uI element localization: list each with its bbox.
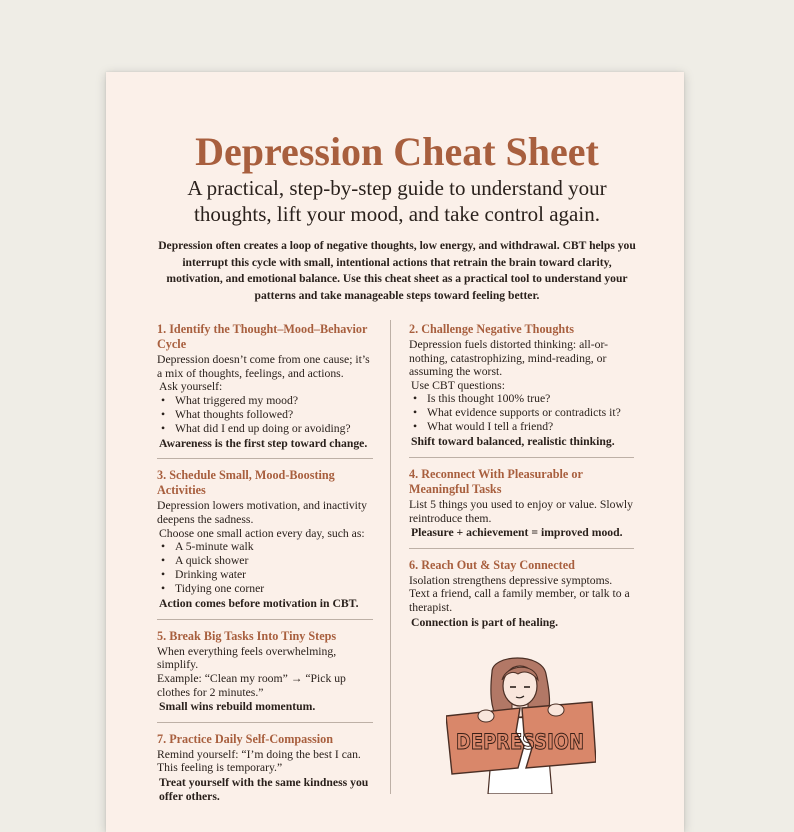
section-4 (409, 467, 634, 540)
column-divider (390, 320, 391, 794)
section-takeaway: Small wins rebuild momentum. (159, 700, 316, 714)
list-item: • What would I tell a friend? (427, 420, 634, 434)
section-takeaway: Treat yourself with the same kindness you offer others. (159, 775, 369, 803)
section-divider (157, 458, 373, 459)
section-title: 1. Identify the Thought–Mood–Behavior Cycle (157, 322, 368, 351)
section-title: 7. Practice Daily Self-Compassion (157, 731, 334, 746)
list-item: • Drinking water (175, 568, 373, 582)
section-body: Remind yourself: “I’m doing the best I can. This feeling is temporary.” (157, 747, 361, 775)
section-divider (157, 619, 373, 620)
section-divider (409, 548, 634, 549)
section-body: List 5 things you used to enjoy or value. Slowly reintroduce them. (409, 497, 633, 525)
section-title: 3. Schedule Small, Mood-Boosting Activities (157, 468, 335, 498)
section-prompt: Choose one small action every day, such as: (159, 526, 365, 540)
section-title: 4. Reconnect With Pleasurable or Meaningful Tasks (409, 466, 583, 496)
list-item: • A quick shower (175, 554, 373, 568)
section-divider (409, 457, 634, 458)
section-1 (157, 322, 373, 450)
section-takeaway: Pleasure + achievement = improved mood. (411, 526, 623, 540)
section-body: Depression lowers motivation, and inactivity deepens the sadness. (157, 499, 368, 526)
section-takeaway: Connection is part of healing. (411, 615, 559, 629)
section-divider (157, 722, 373, 723)
woman-breaking-sign-illustration (446, 650, 596, 799)
section-2 (409, 322, 634, 449)
section-body: Depression doesn’t come from one cause; it’s a mix of thoughts, feelings, and actions. (157, 353, 370, 380)
section-body: Isolation strengthens depressive symptoms. Text a friend, call a family member, or talk to a therapist. (409, 573, 630, 614)
section-body: Depression fuels distorted thinking: all-or-nothing, catastrophizing, mind-reading, or assuming the worst. (409, 338, 609, 379)
list-item: • What triggered my mood? (175, 394, 373, 408)
list-item: • What did I end up doing or avoiding? (175, 422, 373, 436)
list-item: • A 5-minute walk (175, 540, 373, 554)
section-6 (409, 558, 634, 629)
section-takeaway: Shift toward balanced, realistic thinking. (411, 435, 615, 449)
section-7 (157, 732, 373, 803)
section-5 (157, 629, 373, 714)
illustration-svg (446, 650, 596, 794)
list-item: • Is this thought 100% true? (427, 392, 634, 406)
section-takeaway: Action comes before motivation in CBT. (159, 597, 359, 611)
bullet-list (409, 392, 634, 434)
bullet-list (157, 540, 373, 596)
section-3 (157, 468, 373, 610)
section-takeaway: Awareness is the first step toward change. (159, 436, 368, 450)
section-prompt: Use CBT questions: (411, 378, 505, 392)
page-subtitle: A practical, step-by-step guide to understand your thoughts, lift your mood, and take control again. (187, 176, 607, 226)
page-title: Depression Cheat Sheet (195, 129, 599, 174)
section-prompt: Ask yourself: (159, 380, 223, 394)
list-item: • Tidying one corner (175, 582, 373, 596)
section-title: 2. Challenge Negative Thoughts (409, 322, 574, 336)
section-title: 6. Reach Out & Stay Connected (409, 557, 575, 572)
right-column (409, 322, 634, 629)
sign-text: DEPRESSION (456, 730, 584, 754)
intro-paragraph: Depression often creates a loop of negative thoughts, low energy, and withdrawal. CBT helps you interrupt this cycle with small, intentional actions that retrain the brain toward clarity, motivation, and emotional balance. Use this cheat sheet as a practical tool to understand your patterns and take manageable steps toward feeling better. (158, 239, 636, 302)
list-item: • What evidence supports or contradicts it? (427, 406, 634, 420)
left-column (157, 322, 373, 803)
section-example: Example: “Clean my room” → “Pick up clothes for 2 minutes.” (157, 671, 346, 699)
list-item: • What thoughts followed? (175, 408, 373, 422)
bullet-list (157, 394, 373, 436)
section-body: When everything feels overwhelming, simplify. (157, 644, 337, 672)
section-title: 5. Break Big Tasks Into Tiny Steps (157, 628, 337, 643)
